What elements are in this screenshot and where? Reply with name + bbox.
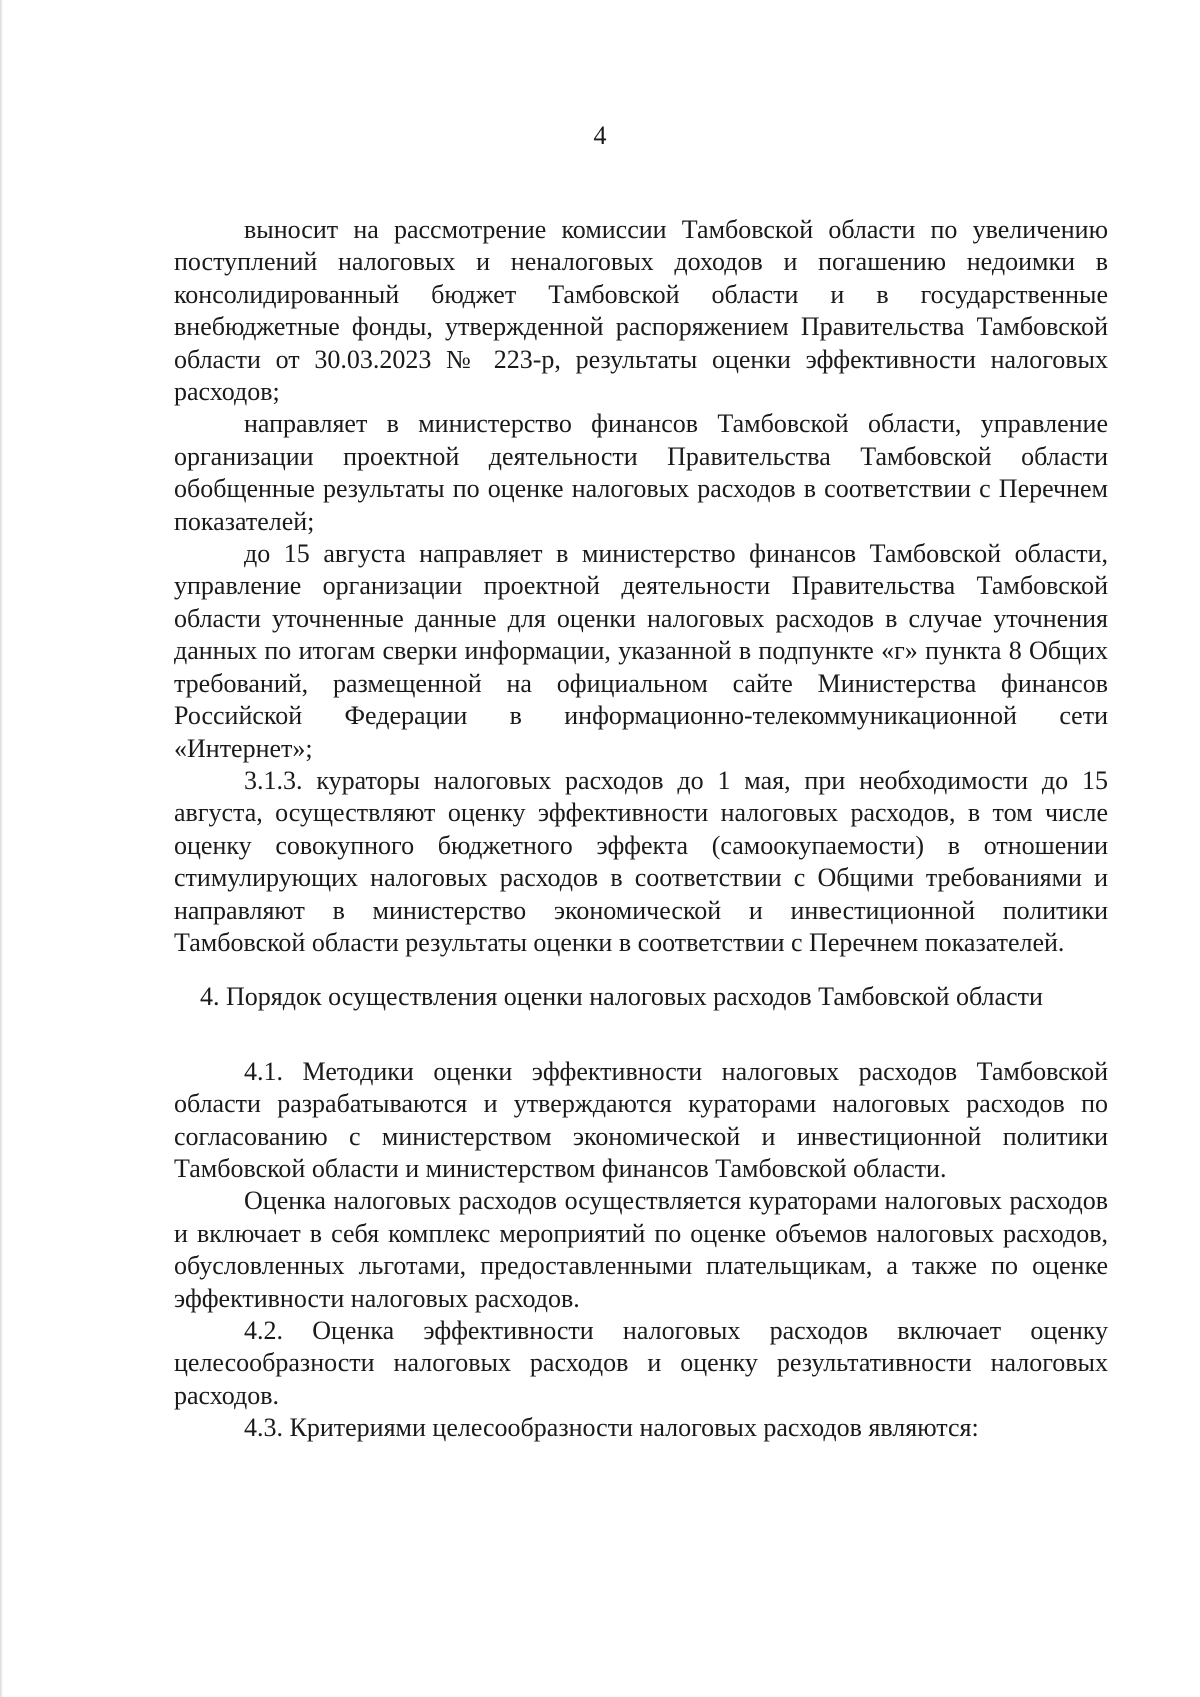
scan-edge-shadow <box>0 0 3 1697</box>
paragraph-send-summary-results: направляет в министерство финансов Тамбовской области, управление организации проектной деятельности Правительства Тамбовской области обобщенные результаты по оценке налоговых расходов в соответствии с Перечнем показателей; <box>174 409 1108 536</box>
paragraph-item-4-3: 4.3. Критериями целесообразности налоговых расходов являются: <box>244 1413 979 1443</box>
section-heading: 4. Порядок осуществления оценки налоговых расходов Тамбовской области <box>200 982 1043 1012</box>
paragraph-august-updated-data: до 15 августа направляет в министерство финансов Тамбовской области, управление организации проектной деятельности Правительства Тамбовской области уточненные данные для оценки налоговых расходов в случае уточнения данных по итогам сверки информации, указанной в подпункте «г» пункта 8 Общих требований, размещенной на официальном сайте Министерства финансов Российской Федерации в информационно-телекоммуникационной сети «Интернет»; <box>174 539 1108 763</box>
paragraph-assessment-description: Оценка налоговых расходов осуществляется кураторами налоговых расходов и включает в себя комплекс мероприятий по оценке объемов налоговых расходов, обусловленных льготами, предоставленными плательщикам, а также по оценке эффективности налоговых расходов. <box>174 1186 1108 1313</box>
page-number: 4 <box>593 121 607 150</box>
paragraph-item-3-1-3: 3.1.3. кураторы налоговых расходов до 1 мая, при необходимости до 15 августа, осуществляют оценку эффективности налоговых расходов, в том числе оценку совокупного бюджетного эффекта (самоокупаемости) в отношении стимулирующих налоговых расходов в соответствии с Общими требованиями и направляют в министерство экономической и инвестиционной политики Тамбовской области результаты оценки в соответствии с Перечнем показателей. <box>174 765 1108 957</box>
paragraph-item-4-2: 4.2. Оценка эффективности налоговых расходов включает оценку целесообразности налоговых расходов и оценку результативности налоговых расходов. <box>174 1316 1108 1410</box>
document-body <box>174 214 1108 1445</box>
paragraph-item-4-1: 4.1. Методики оценки эффективности налоговых расходов Тамбовской области разрабатываются и утверждаются кураторами налоговых расходов по согласованию с министерством экономической и инвестиционной политики Тамбовской области и министерством финансов Тамбовской области. <box>174 1056 1108 1183</box>
paragraph-commission-submission: выносит на рассмотрение комиссии Тамбовской области по увеличению поступлений налоговых и неналоговых доходов и погашению недоимки в консолидированный бюджет Тамбовской области и в государственные внебюджетные фонды, утвержденной распоряжением Правительства Тамбовской области от 30.03.2023 № 223-р, результаты оценки эффективности налоговых расходов; <box>174 215 1108 407</box>
